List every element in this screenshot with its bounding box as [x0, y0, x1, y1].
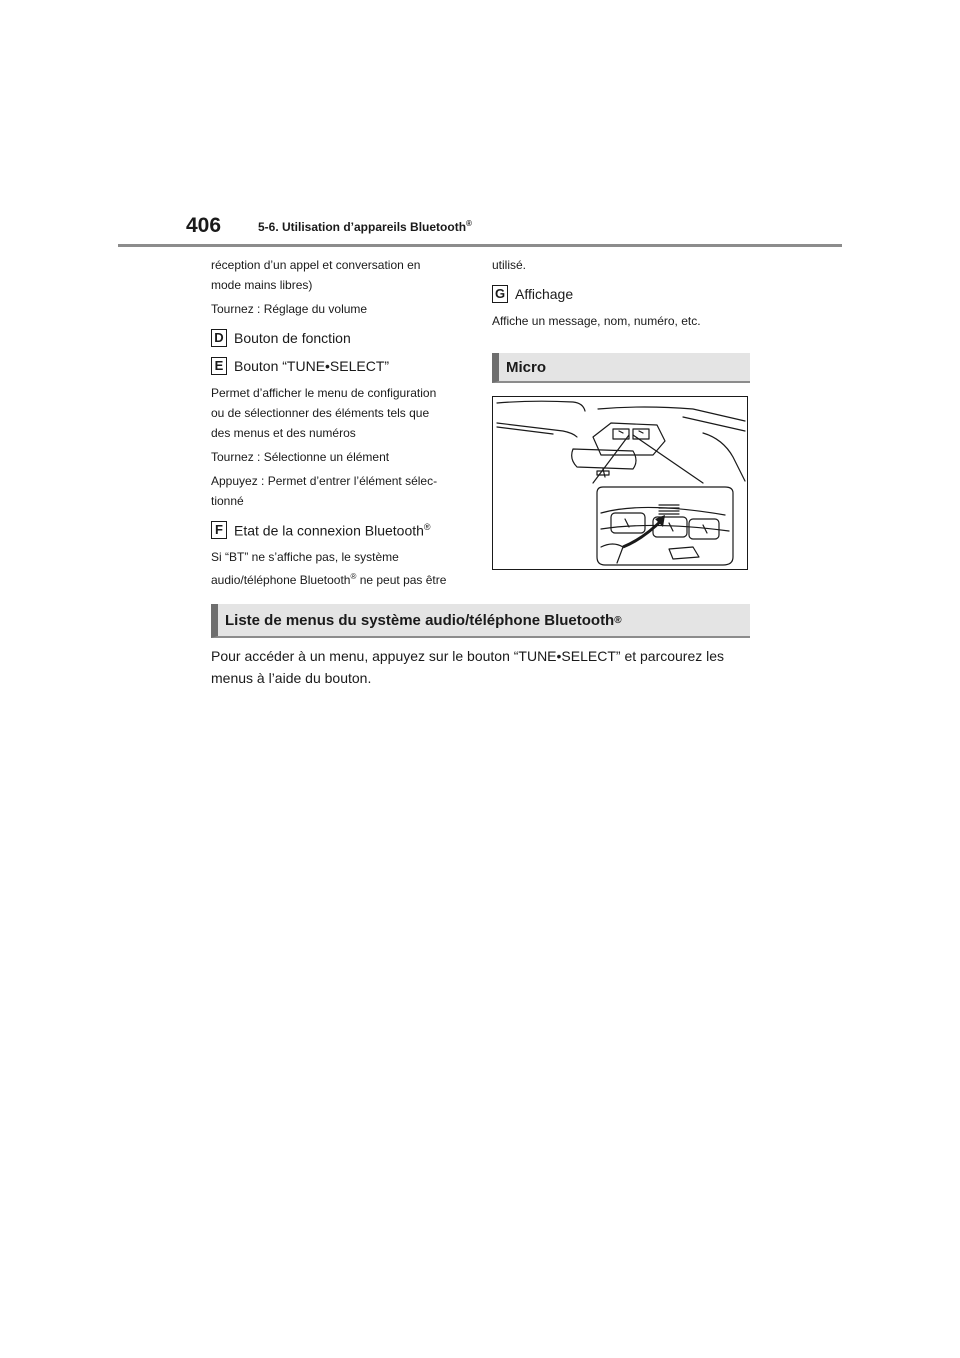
menu-access-instructions: Pour accéder à un menu, appuyez sur le bouton “TUNE•SELECT” et parcourez les menus à l’aide du bouton.: [211, 648, 725, 686]
item-e-title: Bouton “TUNE•SELECT”: [234, 358, 390, 374]
item-f-description: Si “BT” ne s’affiche pas, le système audio/téléphone Bluetooth® ne peut pas être: [211, 550, 447, 587]
item-e-description: Permet d’afficher le menu de configuration ou de sélectionner des éléments tels que des menus et des numéros: [211, 386, 437, 440]
item-g-description: Affiche un message, nom, numéro, etc.: [492, 314, 701, 328]
menu-list-section-heading: Liste de menus du système audio/téléphone Bluetooth ®: [211, 604, 750, 638]
item-g-heading: [492, 285, 742, 303]
micro-section-heading: Micro: [492, 353, 750, 383]
intro-turn-text: Tournez : Réglage du volume: [211, 302, 368, 316]
right-column: [492, 255, 742, 335]
microphone-location-drawing: [493, 397, 747, 569]
item-g-letter: G: [492, 285, 508, 303]
section-title: 5-6. Utilisation d’appareils Bluetooth®: [258, 219, 472, 234]
item-f-title: Etat de la connexion Bluetooth®: [234, 521, 431, 539]
intro-text: réception d’un appel et conversation en mode mains libres): [211, 258, 421, 292]
item-d-title: Bouton de fonction: [234, 330, 351, 346]
continuation-text: utilisé.: [492, 258, 527, 272]
header-rule: [118, 244, 842, 247]
item-g-title: Affichage: [515, 286, 574, 302]
page-number: 406: [186, 214, 222, 237]
item-f-letter: F: [211, 521, 227, 539]
item-e-letter: E: [211, 357, 227, 375]
microphone-illustration: [492, 396, 748, 570]
item-e-press: Appuyez : Permet d’entrer l’élément sélec- tionné: [211, 474, 438, 508]
item-d-letter: D: [211, 329, 227, 347]
item-e-heading: [211, 357, 461, 375]
item-e-turn: Tournez : Sélectionne un élément: [211, 450, 390, 464]
item-f-heading: [211, 521, 461, 539]
item-d-heading: [211, 329, 461, 347]
left-column: [211, 255, 461, 594]
